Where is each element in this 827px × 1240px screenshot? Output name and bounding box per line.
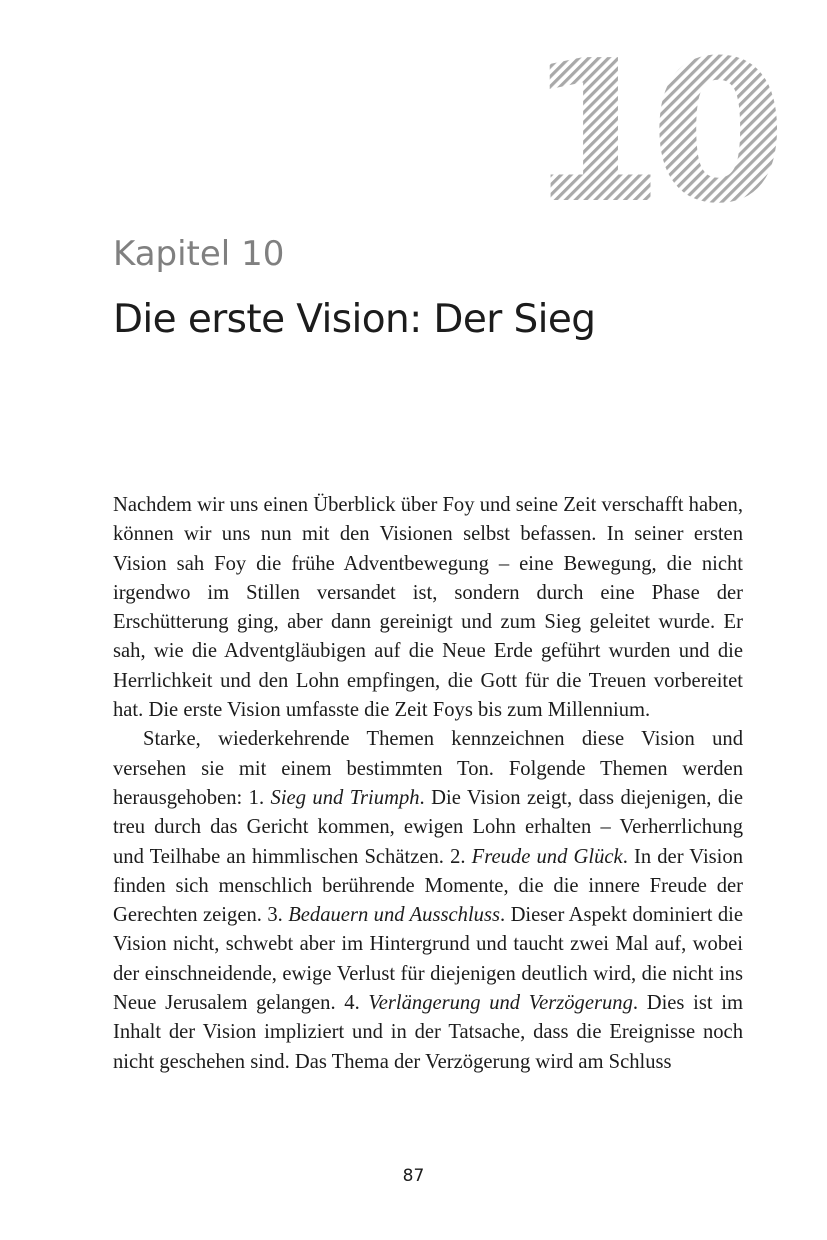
paragraph-2-text: . Dies ist im Inhalt der Vision impliziert und in der Tatsache, dass die Ereignisse noch nicht geschehen sind. Das Thema der Verzögerung wird am Schluss	[113, 992, 743, 1073]
theme-4: Verlängerung und Verzögerung	[368, 992, 633, 1015]
paragraph-1: Nachdem wir uns einen Überblick über Foy und seine Zeit verschafft haben, können wir uns nun mit den Visionen selbst befassen. In seiner ersten Vision sah Foy die frühe Adventbewegung – eine Bewegung, die nicht irgendwo im Stillen versandet ist, sondern durch eine Phase der Erschütterung ging, aber dann gereinigt und zum Sieg geleitet wurde. Er sah, wie die Adventgläubigen auf die Neue Erde geführt wurden und die Herrlichkeit und den Lohn empfingen, die Gott für die Treuen vorbereitet hat. Die erste Vision umfasste die Zeit Foys bis zum Millennium.	[113, 494, 743, 722]
body-text	[113, 491, 743, 1077]
theme-2: Freude und Glück	[471, 845, 623, 868]
theme-1: Sieg und Triumph	[270, 786, 420, 809]
chapter-title: Die erste Vision: Der Sieg	[113, 297, 596, 342]
paragraph-2-text: . In der Vision finden sich menschlich berührende Momente, die die innere Freude der Gerechten zeigen. 3.	[113, 845, 743, 927]
page-number: 87	[402, 1166, 425, 1186]
chapter-number-text: 10	[527, 19, 773, 247]
paragraph-2-text: . Dieser Aspekt dominiert die Vision nicht, schwebt aber im Hintergrund und taucht zwei Mal auf, wobei der einschneidende, ewige Verlust für diejenigen deutlich wird, die nicht ins Neue Jerusalem gelangen. 4.	[113, 904, 743, 1015]
paragraph-2-text: Starke, wiederkehrende Themen kennzeichnen diese Vision und versehen sie mit einem bestimmten Ton. Folgende Themen werden herausgehoben: 1.	[113, 728, 743, 809]
theme-3: Bedauern und Ausschluss	[288, 904, 500, 927]
chapter-kicker: Kapitel 10	[113, 234, 285, 274]
chapter-number-graphic	[527, 19, 773, 247]
paragraph-2-text: . Die Vision zeigt, dass diejenigen, die treu durch das Gericht kommen, ewigen Lohn erhalten – Verherrlichung und Teilhabe an himmlischen Schätzen. 2.	[113, 786, 743, 868]
paragraph-2	[113, 725, 743, 1077]
